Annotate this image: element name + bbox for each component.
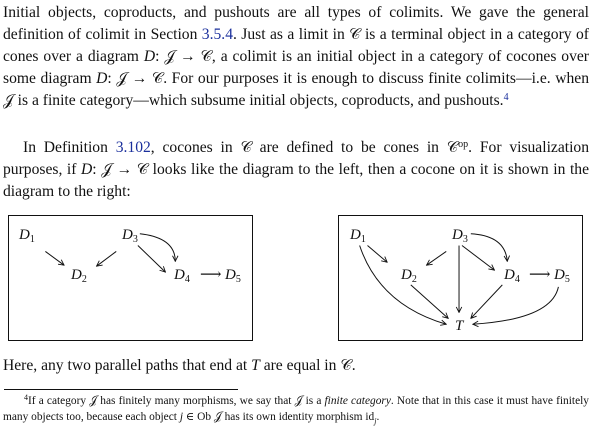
node-d4: $D_4$: [174, 267, 190, 285]
text: If a category 𝒥 has finitely many morphisms, we say that 𝒥 is a: [28, 395, 325, 407]
footnote-link[interactable]: 4: [503, 92, 509, 103]
text: are equal in 𝒞.: [259, 357, 356, 374]
section-link[interactable]: 3.5.4: [201, 26, 233, 43]
math-var: D: [143, 48, 156, 65]
arrow-d3-d2: [427, 251, 447, 265]
footnote-rule: [4, 389, 238, 390]
node-d2: $D_2$: [401, 267, 417, 285]
arrow-d4-t: [471, 285, 502, 318]
text: In Definition: [23, 139, 116, 156]
text: . Just as a limit in 𝒞 is a terminal object in a category of cones over a diagram: [3, 26, 589, 65]
node-t: T: [455, 318, 464, 334]
arrow-d4-d5: ⟶: [529, 267, 551, 283]
definition-link[interactable]: 3.102: [115, 139, 151, 156]
math-var: T: [251, 357, 260, 374]
node-d3: $D_3$: [452, 227, 468, 245]
text: Initial objects, coproducts, and pushouts are all types of colimits. We gave the general definition of colimit in Section: [3, 4, 589, 43]
text: Here, any two parallel paths that end at: [3, 357, 252, 374]
node-d4: $D_4$: [504, 267, 520, 285]
arrow-d4-d5: ⟶: [200, 267, 222, 283]
text: . Note that in this case it must have finitely many objects too, because each object: [3, 395, 589, 423]
paragraph-parallel-paths: [3, 355, 589, 377]
text: . For visualization purposes, if: [3, 139, 589, 178]
node-d2: $D_2$: [71, 267, 87, 285]
arrow-d3-d4-curved: [471, 234, 507, 262]
arrow-d3-d4-curved: [140, 234, 175, 262]
arrow-d5-t: [473, 287, 559, 324]
text: : 𝒥 → 𝒞, a colimit is an initial object in a category of cocones over some diagram: [3, 48, 590, 87]
footnote-mark: 4: [24, 393, 28, 402]
paragraph-colimits: [3, 2, 589, 112]
math-var: j: [179, 411, 183, 423]
arrow-d1-d2: [45, 251, 64, 265]
node-d5: $D_5$: [554, 267, 570, 285]
node-d1: $D_1$: [19, 227, 35, 245]
arrow-d2-t: [411, 285, 448, 318]
defined-term: finite category: [324, 395, 391, 407]
diagram-right: [338, 215, 583, 341]
arrow-d1-d2: [368, 246, 388, 263]
arrow-d3-d4-straight: [462, 246, 494, 271]
math-subscript: j: [374, 416, 377, 426]
arrow-d3-d2: [97, 251, 117, 266]
math-var: D: [81, 161, 93, 178]
node-d3: $D_3$: [122, 227, 138, 245]
op-superscript: op: [458, 139, 469, 150]
footnote: [3, 393, 589, 429]
text: : 𝒥 → 𝒞 looks like the diagram to the left, then a cocone on it is shown in the diagram to the right:: [3, 161, 589, 200]
text: .: [376, 411, 380, 423]
diagram-left: [8, 215, 253, 341]
node-d5: $D_5$: [225, 267, 241, 285]
text: , cocones in 𝒞 are defined to be cones in 𝒞: [150, 139, 459, 156]
paragraph-cocones: [3, 137, 589, 203]
node-d1: $D_1$: [350, 227, 366, 245]
math-var: D: [96, 70, 108, 87]
text: ∈ Ob 𝒥 has its own identity morphism id: [182, 411, 375, 423]
arrow-d3-d4-straight: [138, 246, 166, 273]
text: : 𝒥 → 𝒞. For our purposes it is enough to discuss finite colimits—i.e. when 𝒥 is a finite category—which subsume initial objects, coproducts, and pushouts.: [3, 70, 589, 109]
